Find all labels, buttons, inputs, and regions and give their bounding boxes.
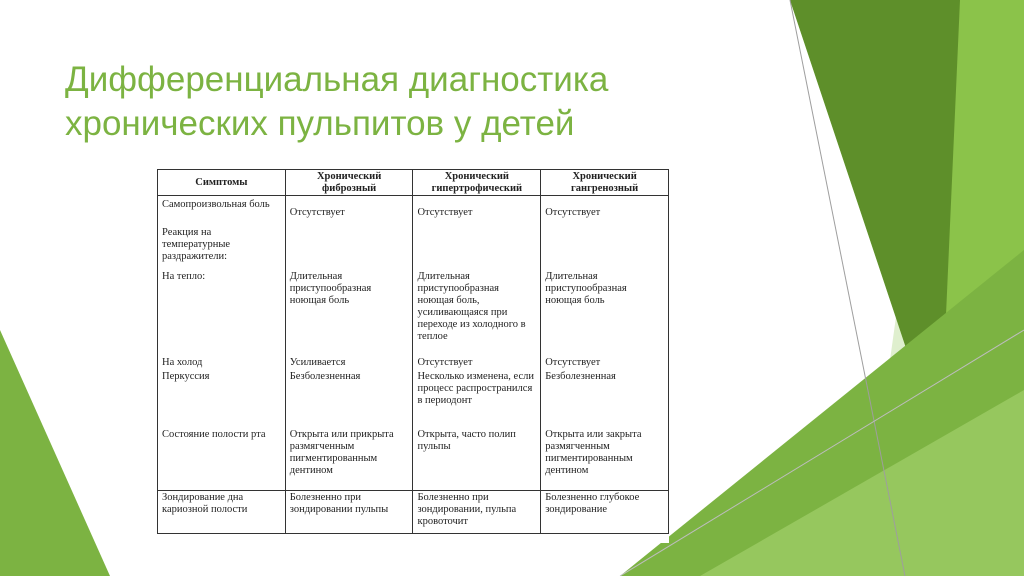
gangrenous-cold: Отсутствует — [545, 357, 601, 368]
header-fibrous: Хронический фиброзный — [285, 170, 413, 196]
gangrenous-cavity: Открыта или закрыта размягченным пигментированным дентином — [545, 429, 642, 476]
gangrenous-spont-pain: Отсутствует — [545, 207, 601, 218]
symptoms-cell — [158, 196, 286, 491]
header-gangrenous: Хронический гангренозный — [541, 170, 669, 196]
gangrenous-heat: Длительная приступообразная ноющая боль — [545, 271, 627, 306]
table-row — [158, 196, 669, 491]
fibrous-heat: Длительная приступообразная ноющая боль — [289, 271, 372, 306]
hypertrophic-percussion: Несколько изменена, если процесс распространился в периодонт — [417, 371, 534, 406]
table-row — [158, 491, 669, 534]
gangrenous-cell — [541, 196, 669, 491]
hypertrophic-cavity: Открыта, часто полип пульпы — [417, 429, 516, 452]
symptom-heat: На тепло: — [162, 271, 206, 282]
header-hypertrophic: Хронический гипертрофический — [413, 170, 541, 196]
hypertrophic-heat: Длительная приступообразная ноющая боль, усиливающаяся при переходе из холодного в теплое — [417, 271, 526, 342]
symptom-cavity: Состояние полости рта — [162, 429, 266, 440]
fibrous-probing: Болезненно при зондировании пульпы — [285, 491, 413, 534]
fibrous-spont-pain: Отсутствует — [289, 207, 345, 218]
hypertrophic-cold: Отсутствует — [417, 357, 473, 368]
title-line-1: Дифференциальная диагностика — [65, 60, 609, 99]
hypertrophic-cell — [413, 196, 541, 491]
header-symptoms: Симптомы — [158, 170, 286, 196]
diagnosis-table-container — [157, 169, 669, 543]
gangrenous-probing: Болезненно глубокое зондирование — [541, 491, 669, 534]
gangrenous-percussion: Безболезненная — [545, 371, 616, 382]
table-header-row — [158, 170, 669, 196]
symptom-temp-reaction: Реакция на температурные раздражители: — [162, 227, 231, 262]
left-green-shape — [0, 330, 110, 576]
fibrous-cavity: Открыта или прикрыта размягченным пигментированным дентином — [289, 429, 394, 476]
fibrous-percussion: Безболезненная — [289, 371, 361, 382]
slide-title — [65, 58, 765, 146]
hypertrophic-probing: Болезненно при зондировании, пульпа кровоточит — [413, 491, 541, 534]
title-line-2: хронических пульпитов у детей — [65, 104, 575, 143]
symptom-spont-pain: Самопроизвольная боль — [162, 199, 270, 210]
symptom-cold: На холод — [162, 357, 203, 368]
diagnosis-table — [157, 169, 669, 534]
symptom-percussion: Перкуссия — [162, 371, 210, 382]
hypertrophic-spont-pain: Отсутствует — [417, 207, 473, 218]
fibrous-cold: Усиливается — [289, 357, 346, 368]
fibrous-cell — [285, 196, 413, 491]
symptom-probing: Зондирование дна кариозной полости — [158, 491, 286, 534]
